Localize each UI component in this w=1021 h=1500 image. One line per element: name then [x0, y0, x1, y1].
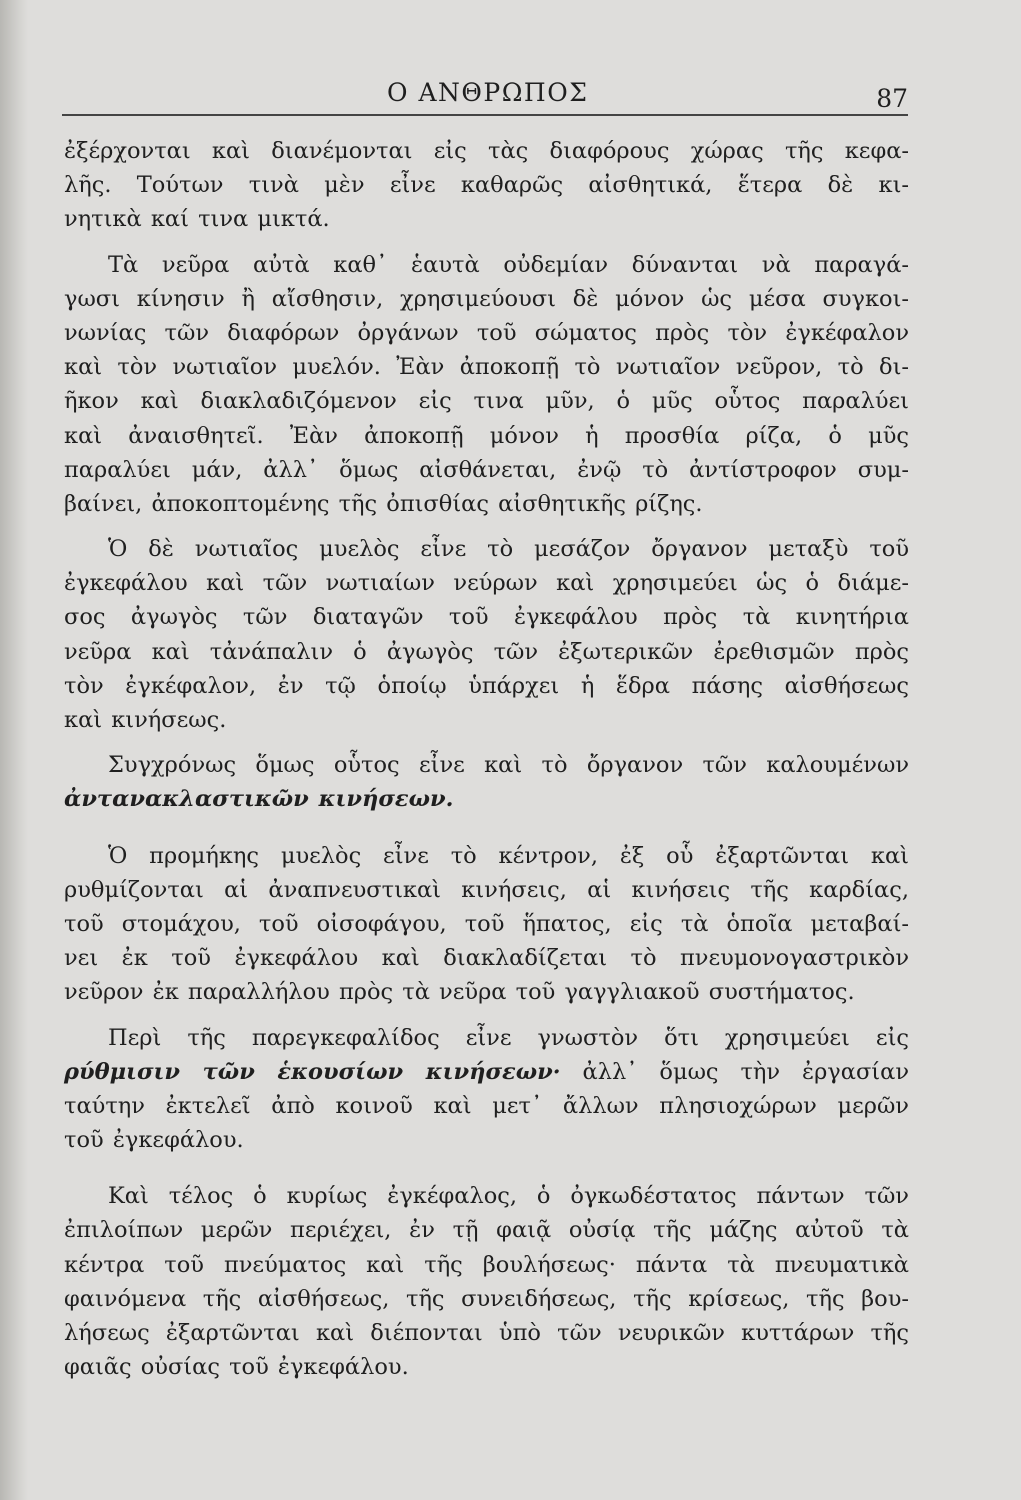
text-line: [64, 1055, 909, 1089]
paragraph-1: [64, 134, 909, 237]
text-span: ἀλλ᾽ ὅμως τὴν ἐργασίαν: [560, 1058, 909, 1085]
paragraph-2: [64, 248, 909, 522]
paragraph-7: [64, 1179, 909, 1384]
text-line: γωσι κίνησιν ἢ αἴσθησιν, χρησιμεύουσι δὲ μόνον ὡς μέσα συγκοι-: [64, 285, 909, 312]
text-line: λήσεως ἐξαρτῶνται καὶ διέπονται ὑπὸ τῶν νευρικῶν κυττάρων τῆς: [64, 1320, 909, 1346]
text-line: ἐξέρχονται καὶ διανέμονται εἰς τὰς διαφόρους χώρας τῆς κεφα-: [64, 138, 909, 164]
text-line: λῆς. Τούτων τινὰ μὲν εἶνε καθαρῶς αἰσθητικά, ἕτερα δὲ κι-: [64, 172, 909, 199]
paragraph-4: [64, 748, 909, 816]
text-line: καὶ κινήσεως.: [64, 707, 227, 733]
text-line: Τὰ νεῦρα αὐτὰ καθ᾽ ἑαυτὰ οὐδεμίαν δύνανται νὰ παραγά-: [108, 251, 909, 278]
page-number: 87: [876, 84, 908, 113]
text-line: ἐγκεφάλου καὶ τῶν νωτιαίων νεύρων καὶ χρησιμεύει ὡς ὁ διάμε-: [64, 570, 909, 597]
text-line: νεῦρα καὶ τἀνάπαλιν ὁ ἀγωγὸς τῶν ἐξωτερικῶν ἐρεθισμῶν πρὸς: [64, 638, 909, 665]
text-line: κέντρα τοῦ πνεύματος καὶ τῆς βουλήσεως· πάντα τὰ πνευματικὰ: [64, 1251, 909, 1278]
text-line: σος ἀγωγὸς τῶν διαταγῶν τοῦ ἐγκεφάλου πρὸς τὰ κινητήρια: [64, 604, 909, 631]
text-line: τοῦ στομάχου, τοῦ οἰσοφάγου, τοῦ ἥπατος, εἰς τὰ ὁποῖα μεταβαί-: [64, 910, 909, 937]
text-line: τὸν ἐγκέφαλον, ἐν τῷ ὁποίῳ ὑπάρχει ἡ ἕδρα πάσης αἰσθήσεως: [64, 672, 909, 699]
running-title: Ο ΑΝΘΡΩΠΟΣ: [387, 78, 589, 107]
text-line: ρυθμίζονται αἱ ἀναπνευστικαὶ κινήσεις, αἱ κινήσεις τῆς καρδίας,: [64, 876, 909, 903]
text-line: φαιᾶς οὐσίας τοῦ ἐγκεφάλου.: [64, 1354, 409, 1381]
text-line: καὶ ἀναισθητεῖ. Ἐὰν ἀποκοπῇ μόνον ἡ προσθία ρίζα, ὁ μῦς: [64, 422, 909, 449]
text-line: φαινόμενα τῆς αἰσθήσεως, τῆς συνειδήσεως, τῆς κρίσεως, τῆς βου-: [64, 1285, 909, 1312]
paragraph-5: [64, 839, 909, 1010]
text-line: ταύτην ἐκτελεῖ ἀπὸ κοινοῦ καὶ μετ᾽ ἄλλων πλησιοχώρων μερῶν: [64, 1092, 909, 1119]
text-line: τοῦ ἐγκεφάλου.: [64, 1127, 244, 1154]
text-line: βαίνει, ἀποκοπτομένης τῆς ὀπισθίας αἰσθητικῆς ρίζης.: [64, 490, 703, 517]
paragraph-6: [64, 1021, 909, 1158]
text-line: ἐπιλοίπων μερῶν περιέχει, ἐν τῇ φαιᾷ οὐσίᾳ τῆς μάζης αὐτοῦ τὰ: [64, 1217, 909, 1244]
text-line: νητικὰ καί τινα μικτά.: [64, 206, 330, 233]
text-line: Περὶ τῆς παρεγκεφαλίδος εἶνε γνωστὸν ὅτι χρησιμεύει εἰς: [108, 1024, 909, 1051]
header-rule: [62, 114, 908, 116]
text-line: νει ἐκ τοῦ ἐγκεφάλου καὶ διακλαδίζεται τὸ πνευμονογαστρικὸν: [64, 945, 909, 972]
emphasized-term: ἀντανακλαστικῶν κινήσεων.: [64, 786, 454, 813]
page-header: [62, 72, 908, 112]
binding-shadow: [0, 0, 28, 1500]
emphasized-term: ρύθμισιν τῶν ἑκουσίων κινήσεων·: [64, 1058, 561, 1085]
text-line: νωνίας τῶν διαφόρων ὀργάνων τοῦ σώματος πρὸς τὸν ἐγκέφαλον: [64, 319, 909, 346]
text-line: Καὶ τέλος ὁ κυρίως ἐγκέφαλος, ὁ ὀγκωδέστατος πάντων τῶν: [108, 1183, 909, 1210]
text-line: ῆκον καὶ διακλαδιζόμενον εἰς τινα μῦν, ὁ μῦς οὗτος παραλύει: [64, 388, 909, 415]
text-line: Συγχρόνως ὅμως οὗτος εἶνε καὶ τὸ ὄργανον τῶν καλουμένων: [108, 752, 909, 779]
text-line: Ὁ δὲ νωτιαῖος μυελὸς εἶνε τὸ μεσάζον ὄργανον μεταξὺ τοῦ: [108, 536, 909, 563]
text-line: Ὁ προμήκης μυελὸς εἶνε τὸ κέντρον, ἐξ οὗ ἐξαρτῶνται καὶ: [108, 842, 909, 869]
text-line: παραλύει μάν, ἀλλ᾽ ὅμως αἰσθάνεται, ἐνῷ τὸ ἀντίστροφον συμ-: [64, 456, 909, 483]
paragraph-3: [64, 532, 909, 737]
text-line: καὶ τὸν νωτιαῖον μυελόν. Ἐὰν ἀποκοπῇ τὸ νωτιαῖον νεῦρον, τὸ δι-: [64, 354, 909, 381]
text-line: νεῦρον ἐκ παραλλήλου πρὸς τὰ νεῦρα τοῦ γαγγλιακοῦ συστήματος.: [64, 979, 855, 1006]
page-body: [64, 134, 909, 1384]
